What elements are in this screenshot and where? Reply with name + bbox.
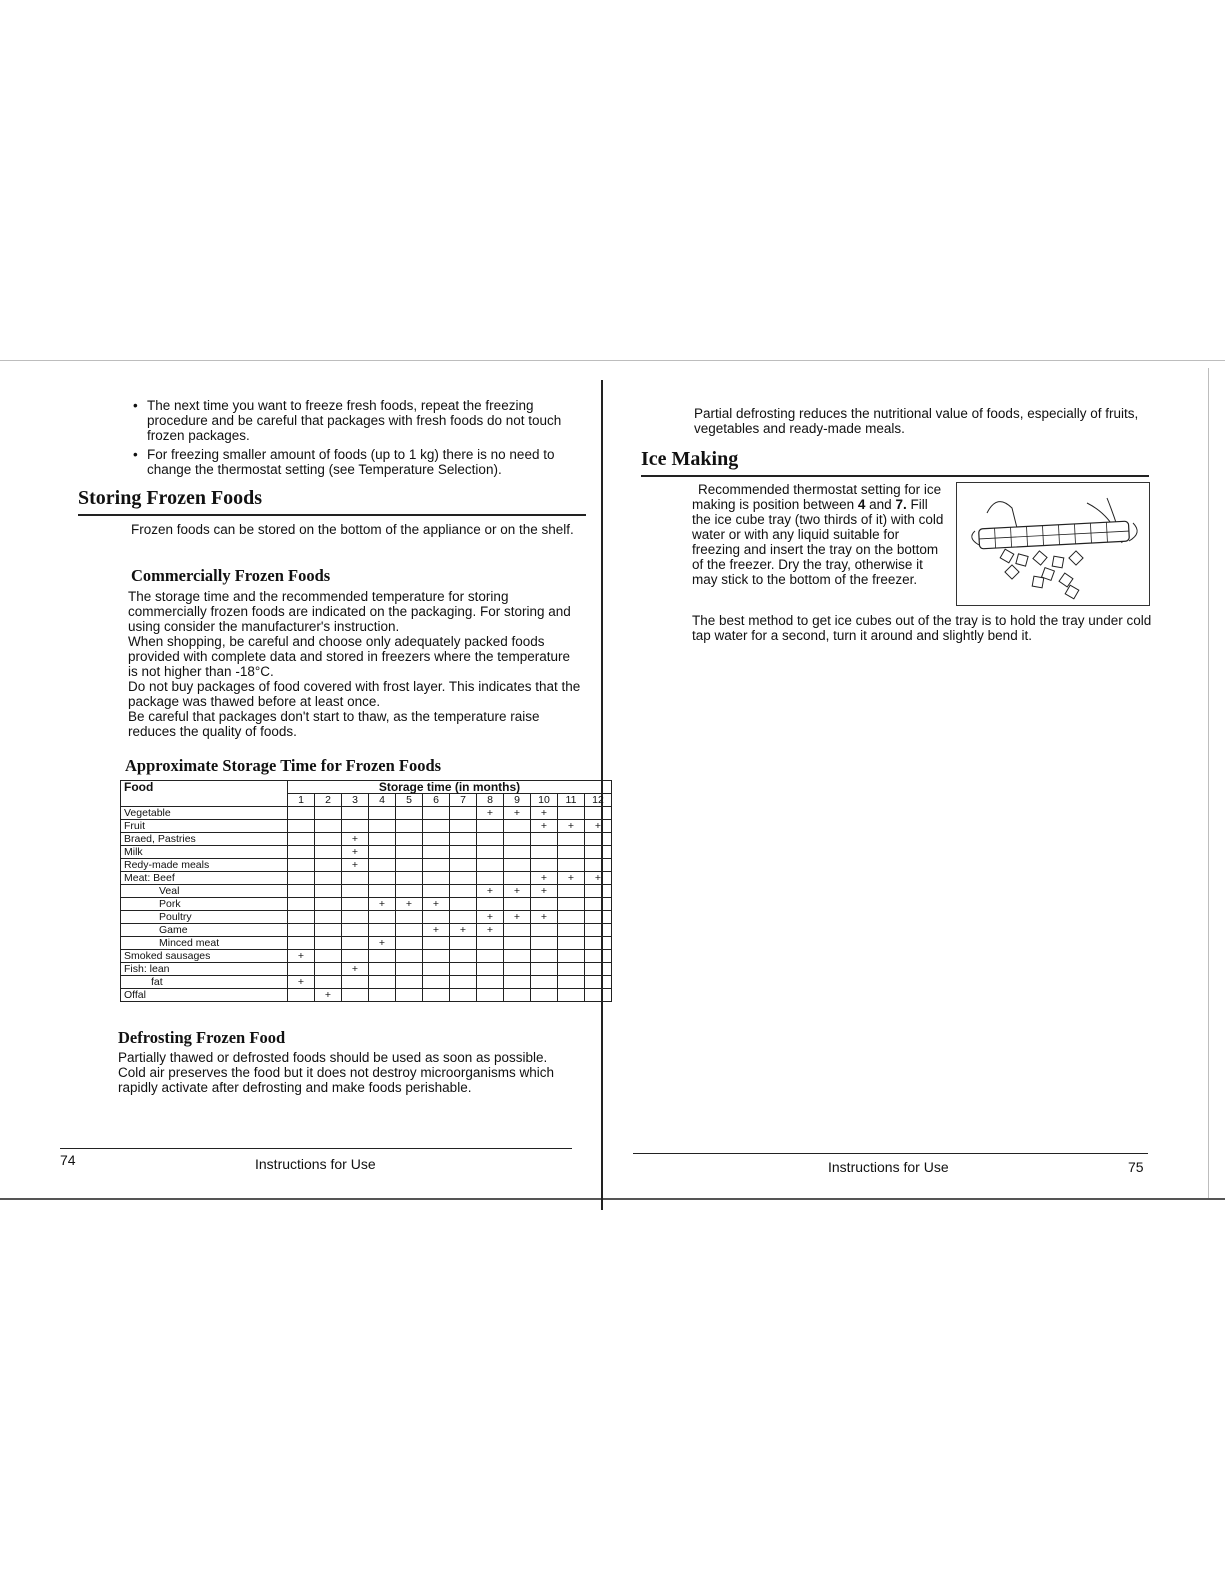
month-header-cell: 7 [450, 794, 477, 807]
food-cell: Minced meat [121, 937, 288, 950]
table-row [121, 950, 612, 963]
scan-right-edge [1208, 368, 1209, 1198]
table-row [121, 898, 612, 911]
right-page-number: 75 [1128, 1159, 1144, 1175]
storage-cell [558, 833, 585, 846]
table-row [121, 976, 612, 989]
storage-cell [558, 885, 585, 898]
storage-cell: + [531, 807, 558, 820]
table-row [121, 924, 612, 937]
left-page-number: 74 [60, 1152, 76, 1168]
storage-cell [558, 989, 585, 1002]
storage-cell [423, 807, 450, 820]
right-footer-rule [633, 1153, 1148, 1154]
ice-title-rule [641, 475, 1149, 477]
table-title: Approximate Storage Time for Frozen Foods [125, 756, 442, 775]
storage-cell: + [369, 937, 396, 950]
ice-position-a: 4 [857, 497, 866, 512]
ice-tray-icon [957, 483, 1149, 605]
storage-cell [504, 963, 531, 976]
storage-cell [369, 989, 396, 1002]
storage-cell [369, 950, 396, 963]
food-cell: Milk [121, 846, 288, 859]
storage-cell [423, 846, 450, 859]
table-row [121, 937, 612, 950]
storage-cell [342, 924, 369, 937]
storage-cell [369, 885, 396, 898]
month-header-cell: 9 [504, 794, 531, 807]
storage-cell [288, 963, 315, 976]
storage-cell [558, 898, 585, 911]
storage-cell [369, 833, 396, 846]
storage-table [120, 780, 612, 1002]
storage-cell: + [531, 820, 558, 833]
storage-cell [585, 976, 612, 989]
month-header-cell: 8 [477, 794, 504, 807]
storage-cell [315, 976, 342, 989]
storage-cell [450, 859, 477, 872]
storage-cell: + [288, 950, 315, 963]
storage-cell: + [504, 807, 531, 820]
storage-cell [342, 872, 369, 885]
storage-cell: + [531, 885, 558, 898]
storage-cell [585, 898, 612, 911]
storage-cell [369, 846, 396, 859]
storage-cell [369, 976, 396, 989]
table-row [121, 807, 612, 820]
storage-cell [288, 898, 315, 911]
table-row [121, 989, 612, 1002]
food-cell: Offal [121, 989, 288, 1002]
storage-cell [423, 937, 450, 950]
storage-cell [585, 833, 612, 846]
storage-cell [450, 846, 477, 859]
storage-cell [423, 911, 450, 924]
storage-cell [531, 937, 558, 950]
storage-cell [477, 872, 504, 885]
table-row [121, 963, 612, 976]
storage-cell [288, 989, 315, 1002]
storage-cell [342, 807, 369, 820]
storage-cell [558, 963, 585, 976]
storage-cell [369, 872, 396, 885]
storage-cell [585, 924, 612, 937]
storage-cell [450, 833, 477, 846]
storage-cell [315, 820, 342, 833]
storage-cell [396, 885, 423, 898]
storage-cell [504, 872, 531, 885]
storage-cell [315, 807, 342, 820]
left-footer-text: Instructions for Use [255, 1156, 376, 1172]
storage-cell [342, 989, 369, 1002]
defrost-title: Defrosting Frozen Food [118, 1028, 286, 1047]
storage-cell [558, 807, 585, 820]
scan-top-line [0, 360, 1225, 361]
storage-cell: + [342, 859, 369, 872]
storage-cell [396, 833, 423, 846]
storage-cell [585, 911, 612, 924]
storage-cell: + [504, 885, 531, 898]
storage-cell: + [477, 807, 504, 820]
commercial-paragraph: When shopping, be careful and choose only adequately packed foods provided with complete data and stored in freezers where the temperature is not higher than -18°C. [128, 634, 570, 679]
storage-cell [396, 846, 423, 859]
bullet-item: • The next time you want to freeze fresh foods, repeat the freezing procedure and be careful that packages with fresh foods do not touch frozen packages. [133, 398, 588, 443]
storage-cell [315, 885, 342, 898]
storage-cell [531, 976, 558, 989]
storage-cell: + [423, 924, 450, 937]
storage-cell [396, 820, 423, 833]
storage-cell [450, 872, 477, 885]
storage-cell [504, 898, 531, 911]
food-cell: Fruit [121, 820, 288, 833]
storage-cell [342, 937, 369, 950]
ice-text-1: Recommended thermostat setting for ice making is position between [692, 482, 942, 512]
storage-cell [558, 846, 585, 859]
storage-cell [288, 885, 315, 898]
month-header-cell: 3 [342, 794, 369, 807]
commercial-text [128, 589, 583, 739]
storage-cell [504, 859, 531, 872]
food-cell: fat [121, 976, 288, 989]
storage-cell [585, 885, 612, 898]
storage-cell [531, 989, 558, 1002]
storage-cell: + [396, 898, 423, 911]
storage-cell: + [342, 963, 369, 976]
storage-cell [288, 833, 315, 846]
storage-cell [423, 989, 450, 1002]
storage-cell [585, 807, 612, 820]
storage-cell [477, 950, 504, 963]
storage-cell [396, 872, 423, 885]
ice-position-b: 7. [895, 497, 907, 512]
bullet-item: • For freezing smaller amount of foods (up to 1 kg) there is no need to change the thermostat setting (see Temperature Selection). [133, 447, 588, 477]
storage-cell [342, 885, 369, 898]
storage-cell [477, 976, 504, 989]
storage-cell [369, 859, 396, 872]
storage-cell [342, 950, 369, 963]
storage-cell [477, 963, 504, 976]
table-row [121, 833, 612, 846]
storage-cell [315, 924, 342, 937]
scan-bottom-line [0, 1198, 1225, 1200]
storage-cell [531, 950, 558, 963]
month-header-cell: 10 [531, 794, 558, 807]
commercial-paragraph: Be careful that packages don't start to thaw, as the temperature raise reduces the quality of foods. [128, 709, 540, 739]
storage-cell [450, 937, 477, 950]
storage-cell [369, 924, 396, 937]
storage-cell [315, 833, 342, 846]
commercial-paragraph: The storage time and the recommended temperature for storing commercially frozen foods are indicated on the packaging. For storing and using consider the manufacturer's instruction. [128, 589, 571, 634]
storage-cell: + [450, 924, 477, 937]
storage-cell [315, 937, 342, 950]
table-row [121, 820, 612, 833]
month-header-cell: 11 [558, 794, 585, 807]
storage-cell [423, 885, 450, 898]
table-body [121, 807, 612, 1002]
storage-cell: + [477, 924, 504, 937]
storage-cell [477, 937, 504, 950]
storage-cell [531, 859, 558, 872]
month-header-cell: 1 [288, 794, 315, 807]
storage-cell [423, 872, 450, 885]
storage-cell [477, 898, 504, 911]
storage-cell: + [342, 846, 369, 859]
storage-cell: + [342, 833, 369, 846]
left-bullet-list [133, 398, 588, 481]
storage-cell [585, 950, 612, 963]
storage-cell [315, 950, 342, 963]
table-row [121, 911, 612, 924]
storage-cell [423, 833, 450, 846]
storage-cell [288, 807, 315, 820]
storage-cell [288, 846, 315, 859]
storage-cell: + [423, 898, 450, 911]
storage-cell [504, 937, 531, 950]
food-cell: Redy-made meals [121, 859, 288, 872]
month-header-cell: 4 [369, 794, 396, 807]
month-header-cell: 5 [396, 794, 423, 807]
storage-cell [450, 976, 477, 989]
storage-cell [396, 807, 423, 820]
storage-cell: + [585, 820, 612, 833]
storage-cell [477, 859, 504, 872]
commercial-title: Commercially Frozen Foods [131, 566, 331, 585]
storage-cell: + [315, 989, 342, 1002]
storage-cell [288, 937, 315, 950]
storage-cell [342, 820, 369, 833]
food-cell: Pork [121, 898, 288, 911]
month-header-cell: 6 [423, 794, 450, 807]
storage-cell [531, 963, 558, 976]
storage-cell [504, 833, 531, 846]
ice-and: and [869, 497, 892, 512]
storage-cell [396, 963, 423, 976]
storage-cell [504, 924, 531, 937]
storage-cell [315, 859, 342, 872]
food-cell: Poultry [121, 911, 288, 924]
food-cell: Fish: lean [121, 963, 288, 976]
storage-cell: + [288, 976, 315, 989]
storage-cell [423, 963, 450, 976]
storage-cell [450, 911, 477, 924]
storage-cell [396, 937, 423, 950]
storage-cell: + [369, 898, 396, 911]
storage-cell [369, 911, 396, 924]
storage-cell [585, 846, 612, 859]
commercial-paragraph: Do not buy packages of food covered with frost layer. This indicates that the package was thawed before at least once. [128, 679, 581, 709]
storage-cell [504, 976, 531, 989]
ice-text-2: Fill the ice cube tray (two thirds of it) with cold water or with any liquid suitable for freezing and insert the tray on the bottom of the freezer. Dry the tray, otherwise it may stick to the bottom of the freezer. [692, 497, 944, 587]
storage-cell [558, 859, 585, 872]
ice-text-3: The best method to get ice cubes out of the tray is to hold the tray under cold tap water for a second, turn it around and slightly bend it. [692, 613, 1152, 643]
food-cell: Braed, Pastries [121, 833, 288, 846]
storage-cell [558, 937, 585, 950]
storage-cell [450, 963, 477, 976]
ice-text-block [692, 482, 947, 587]
food-cell: Smoked sausages [121, 950, 288, 963]
table-row [121, 885, 612, 898]
storage-cell [315, 963, 342, 976]
storage-cell: + [531, 872, 558, 885]
storage-cell [450, 807, 477, 820]
storage-cell [423, 950, 450, 963]
storage-cell [531, 898, 558, 911]
storage-cell [558, 976, 585, 989]
table-row [121, 872, 612, 885]
storage-cell [342, 898, 369, 911]
storage-cell [396, 911, 423, 924]
right-footer-text: Instructions for Use [828, 1159, 949, 1175]
storage-cell [315, 846, 342, 859]
storage-cell [531, 846, 558, 859]
storage-cell [288, 911, 315, 924]
storage-cell [450, 898, 477, 911]
month-header-cell: 2 [315, 794, 342, 807]
food-cell: Vegetable [121, 807, 288, 820]
storage-cell [423, 859, 450, 872]
storage-cell [477, 846, 504, 859]
storage-cell [369, 820, 396, 833]
defrost-text: Partially thawed or defrosted foods should be used as soon as possible. Cold air preserves the food but it does not destroy microorganisms which rapidly activate after defrosting and make foods perishable. [118, 1050, 554, 1095]
food-header: Food [121, 781, 288, 807]
storing-title: Storing Frozen Foods [78, 487, 263, 509]
food-cell: Veal [121, 885, 288, 898]
storage-cell [477, 989, 504, 1002]
storage-cell: + [504, 911, 531, 924]
storage-cell [315, 911, 342, 924]
storage-cell [342, 911, 369, 924]
food-cell: Game [121, 924, 288, 937]
storage-cell [315, 872, 342, 885]
storage-cell [288, 820, 315, 833]
storage-cell [558, 924, 585, 937]
storage-cell [396, 989, 423, 1002]
storage-cell [531, 924, 558, 937]
storing-text: Frozen foods can be stored on the bottom of the appliance or on the shelf. [131, 522, 574, 537]
ice-title: Ice Making [641, 448, 739, 470]
storage-cell [423, 976, 450, 989]
storage-cell [477, 820, 504, 833]
storage-cell [585, 937, 612, 950]
storage-cell [342, 976, 369, 989]
partial-defrost-text: Partial defrosting reduces the nutritional value of foods, especially of fruits, vegetables and ready-made meals. [694, 406, 1139, 436]
storage-cell [396, 950, 423, 963]
food-cell: Meat: Beef [121, 872, 288, 885]
storage-cell [396, 859, 423, 872]
storage-cell [504, 950, 531, 963]
storage-cell [585, 859, 612, 872]
storage-cell [396, 924, 423, 937]
storage-cell [423, 820, 450, 833]
storage-cell [585, 963, 612, 976]
storage-cell [504, 820, 531, 833]
storage-cell [450, 820, 477, 833]
storage-cell [450, 950, 477, 963]
storage-cell: + [531, 911, 558, 924]
time-header: Storage time (in months) [288, 781, 612, 794]
storage-cell: + [585, 872, 612, 885]
storage-cell: + [558, 872, 585, 885]
storage-cell: + [477, 885, 504, 898]
storage-cell [504, 989, 531, 1002]
storage-cell [288, 859, 315, 872]
month-header-cell: 12 [585, 794, 612, 807]
storage-cell [558, 911, 585, 924]
storage-cell [288, 872, 315, 885]
storage-cell [504, 846, 531, 859]
storage-cell [315, 898, 342, 911]
storage-cell [369, 807, 396, 820]
table-row [121, 859, 612, 872]
storage-cell: + [558, 820, 585, 833]
storing-title-rule [78, 514, 586, 516]
storage-cell [288, 924, 315, 937]
storage-cell [450, 989, 477, 1002]
storage-cell [585, 989, 612, 1002]
storage-cell [531, 833, 558, 846]
storage-cell: + [477, 911, 504, 924]
storage-cell [450, 885, 477, 898]
storage-cell [396, 976, 423, 989]
storage-cell [558, 950, 585, 963]
left-footer-rule [60, 1148, 572, 1149]
storage-cell [477, 833, 504, 846]
storage-cell [369, 963, 396, 976]
table-row [121, 846, 612, 859]
ice-tray-illustration [956, 482, 1150, 606]
